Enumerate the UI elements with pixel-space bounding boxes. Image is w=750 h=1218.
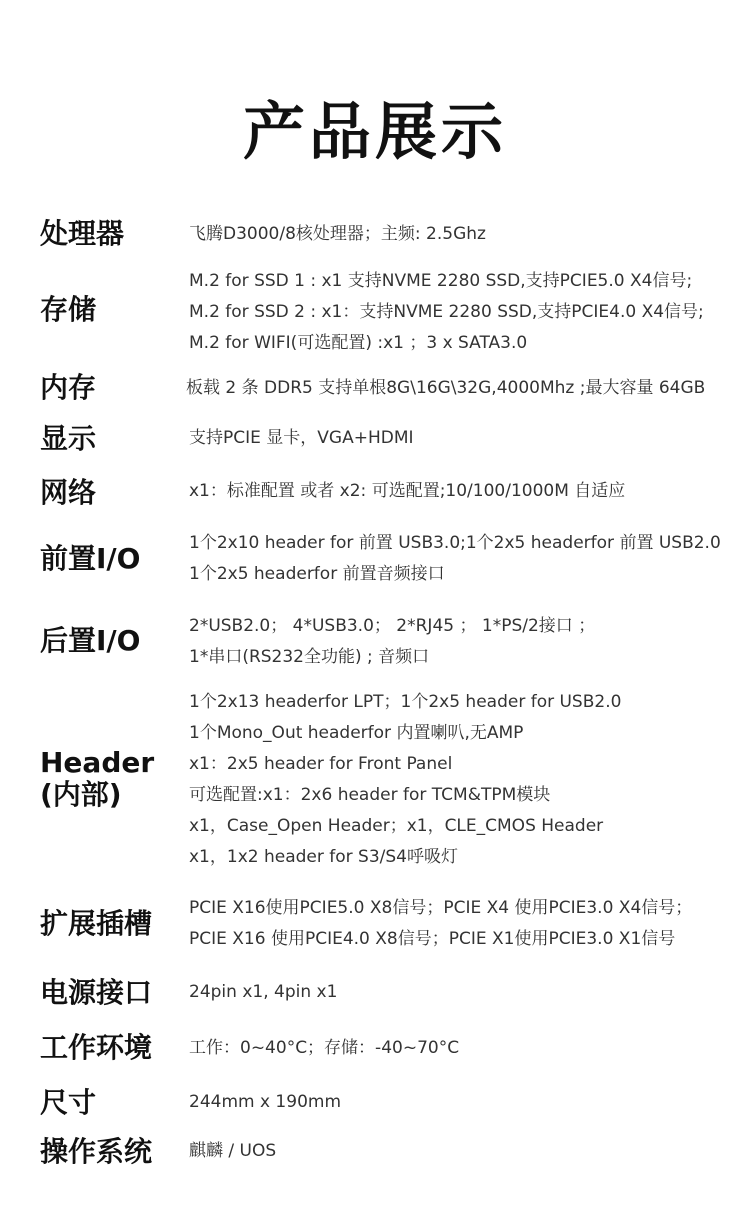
- spec-label-header: [40, 747, 154, 811]
- spec-value-expansion: [189, 893, 734, 955]
- spec-value-environment: [189, 1033, 734, 1064]
- spec-line: 1个2x10 header for 前置 USB3.0;1个2x5 headerfor 前置 USB2.0: [189, 533, 721, 553]
- spec-line: 工作：0~40°C；存储：-40~70°C: [189, 1038, 460, 1058]
- spec-line: 飞腾D3000/8核处理器；主频: 2.5Ghz: [189, 224, 486, 244]
- spec-line: x1：2x5 header for Front Panel: [189, 754, 453, 774]
- spec-label-line: (内部): [40, 778, 122, 811]
- spec-value-memory: [186, 373, 731, 404]
- spec-label-expansion: 扩展插槽: [40, 907, 153, 940]
- spec-line: 1个Mono_Out headerfor 内置喇叭,无AMP: [189, 723, 524, 743]
- spec-line: 244mm x 190mm: [189, 1092, 342, 1112]
- spec-label-memory: 内存: [40, 371, 97, 404]
- spec-line: M.2 for SSD 2 : x1：支持NVME 2280 SSD,支持PCIE4.0 X4信号;: [189, 302, 704, 322]
- spec-label-network: 网络: [40, 476, 97, 509]
- spec-line: 2*USB2.0； 4*USB3.0； 2*RJ45 ； 1*PS/2接口 ；: [189, 616, 596, 636]
- spec-value-rear-io: [189, 611, 734, 673]
- spec-value-size: [189, 1087, 734, 1118]
- spec-line: x1：标准配置 或者 x2: 可选配置;10/100/1000M 自适应: [189, 481, 626, 501]
- spec-line: PCIE X16 使用PCIE4.0 X8信号；PCIE X1使用PCIE3.0 X1信号: [189, 929, 676, 949]
- spec-label-display: 显示: [40, 422, 97, 455]
- spec-line: 支持PCIE 显卡，VGA+HDMI: [189, 428, 414, 448]
- spec-value-header: [189, 687, 734, 873]
- spec-label-os: 操作系统: [40, 1135, 153, 1168]
- spec-label-size: 尺寸: [40, 1086, 97, 1119]
- spec-line: 24pin x1, 4pin x1: [189, 982, 338, 1002]
- page-title: 产品展示: [242, 95, 507, 168]
- spec-label-storage: 存储: [40, 293, 97, 326]
- spec-label-environment: 工作环境: [40, 1031, 153, 1064]
- spec-value-network: [189, 476, 734, 507]
- spec-value-os: [189, 1136, 734, 1167]
- spec-line: 1*串口(RS232全功能) ; 音频口: [189, 647, 430, 667]
- spec-value-storage: [189, 266, 734, 359]
- spec-line: 板载 2 条 DDR5 支持单根8G\16G\32G,4000Mhz ;最大容量 64GB: [186, 378, 706, 398]
- spec-label-cpu: 处理器: [40, 217, 125, 250]
- spec-label-front-io: 前置I/O: [40, 542, 141, 575]
- spec-value-power: [189, 977, 734, 1008]
- spec-label-power: 电源接口: [40, 976, 153, 1009]
- spec-line: M.2 for WIFI(可选配置) :x1 ；3 x SATA3.0: [189, 333, 528, 353]
- spec-line: x1，Case_Open Header；x1，CLE_CMOS Header: [189, 816, 604, 836]
- spec-value-front-io: [189, 528, 734, 590]
- spec-line: x1，1x2 header for S3/S4呼吸灯: [189, 847, 458, 867]
- spec-label-line: Header: [40, 746, 155, 779]
- spec-line: 可选配置:x1：2x6 header for TCM&TPM模块: [189, 785, 551, 805]
- spec-value-display: [189, 423, 734, 454]
- spec-line: 1个2x13 headerfor LPT；1个2x5 header for USB2.0: [189, 692, 622, 712]
- spec-label-rear-io: 后置I/O: [40, 624, 141, 657]
- spec-line: 麒麟 / UOS: [189, 1141, 277, 1161]
- spec-line: M.2 for SSD 1 : x1 支持NVME 2280 SSD,支持PCIE5.0 X4信号;: [189, 271, 693, 291]
- spec-line: PCIE X16使用PCIE5.0 X8信号；PCIE X4 使用PCIE3.0 X4信号；: [189, 898, 693, 918]
- spec-value-cpu: [189, 219, 734, 250]
- spec-line: 1个2x5 headerfor 前置音频接口: [189, 564, 445, 584]
